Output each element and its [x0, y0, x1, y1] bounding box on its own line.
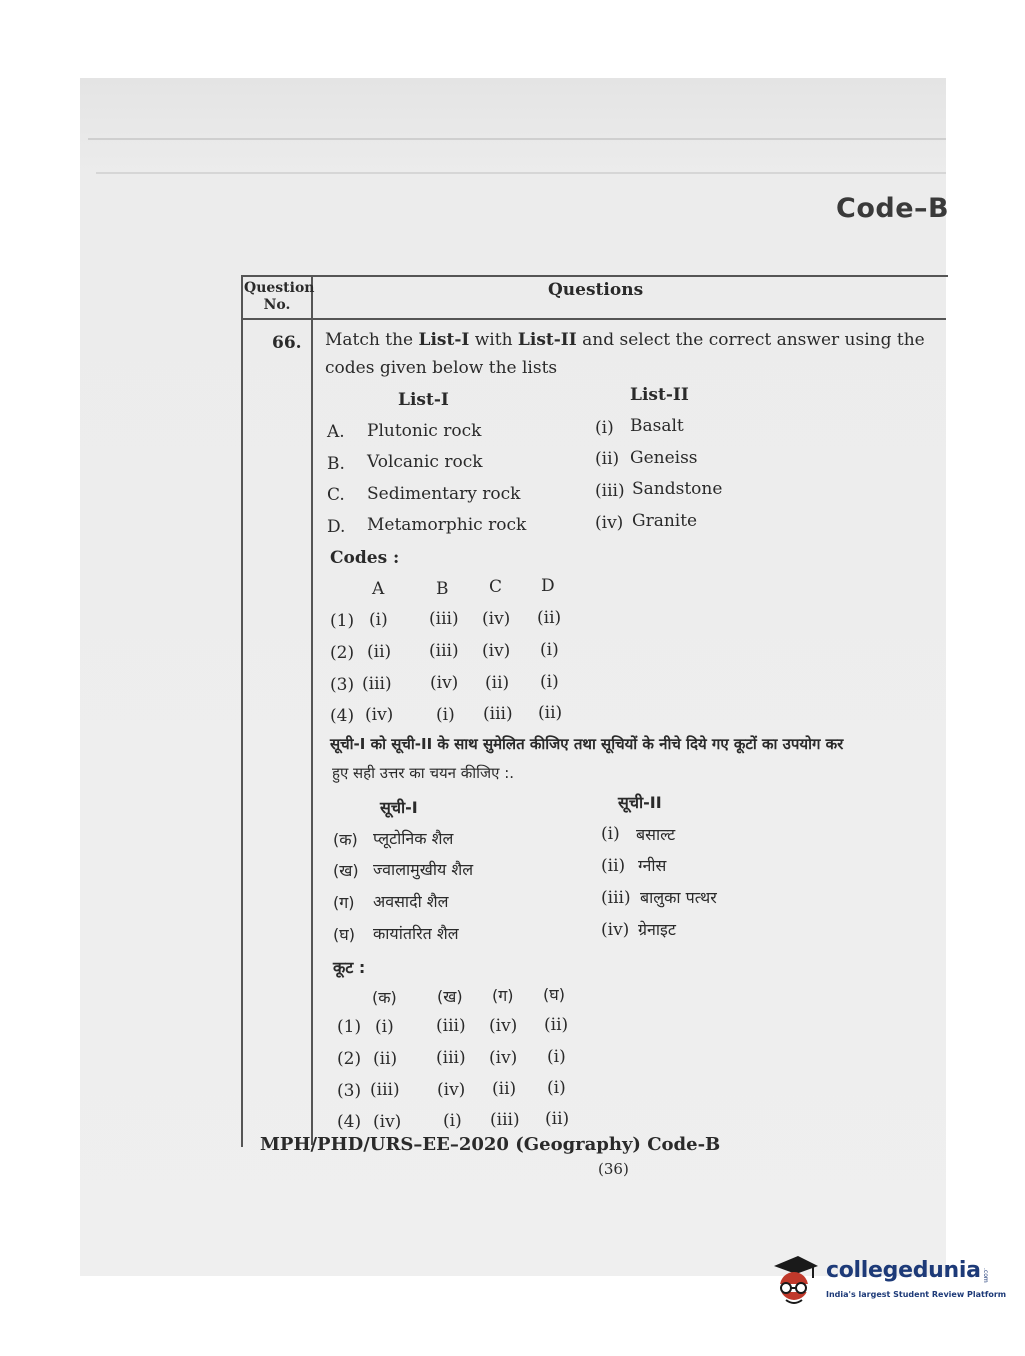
- option-cell: (iv): [482, 609, 511, 629]
- question-number: 66.: [272, 333, 302, 353]
- header-divider: [241, 318, 946, 320]
- option-cell-hi: (iii): [436, 1048, 466, 1068]
- question-prompt-en-line2: codes given below the lists: [325, 358, 558, 378]
- option-number: (1): [330, 611, 355, 631]
- list-2-item: Basalt: [630, 416, 684, 436]
- option-cell: (iv): [365, 705, 394, 725]
- list-1-item: Metamorphic rock: [367, 515, 527, 535]
- option-cell-hi: (iii): [436, 1016, 466, 1036]
- option-number-hi: (1): [337, 1017, 362, 1037]
- graduate-mascot-icon: [768, 1254, 820, 1310]
- list-1-key-hi: (घ): [333, 925, 355, 944]
- code-header-hi: (घ): [543, 985, 565, 1004]
- option-cell-hi: (iv): [373, 1112, 402, 1132]
- list-2-item-hi: बसाल्ट: [636, 825, 676, 844]
- option-cell-hi: (iii): [370, 1080, 400, 1100]
- list-1-item-hi: प्लूटोनिक शैल: [373, 829, 454, 848]
- list-1-key: D.: [327, 517, 346, 537]
- collegedunia-logo: [768, 1250, 1007, 1320]
- option-number-hi: (2): [337, 1049, 362, 1069]
- option-cell-hi: (i): [375, 1017, 394, 1037]
- column-header-question-no: Question No.: [244, 280, 315, 313]
- list-2-key: (ii): [595, 449, 620, 469]
- code-header: A: [372, 579, 385, 599]
- list-2-key-hi: (ii): [601, 856, 626, 876]
- list-2-key-hi: (iv): [601, 920, 630, 940]
- option-cell-hi: (i): [547, 1047, 566, 1067]
- code-header: C: [489, 577, 503, 597]
- question-prompt-hi: सूची-I को सूची-II के साथ सुमेलित कीजिए तथा सूचियों के नीचे दिये गए कूटों का उपयोग कर: [330, 735, 844, 753]
- page-number: (36): [598, 1160, 629, 1178]
- brand-suffix: .com: [982, 1268, 989, 1283]
- option-cell-hi: (ii): [373, 1049, 398, 1069]
- list-2-key: (iii): [595, 481, 625, 501]
- exam-footer: MPH/PHD/URS–EE–2020 (Geography) Code-B: [260, 1134, 721, 1155]
- brand-name: collegedunia: [826, 1258, 981, 1283]
- list-1-key-hi: (ग): [333, 893, 355, 912]
- list-2-item: Geneiss: [630, 448, 698, 468]
- list-1-item-hi: ज्वालामुखीय शैल: [373, 860, 474, 879]
- option-number: (4): [330, 706, 355, 726]
- codes-label-hi: कूट :: [333, 958, 366, 977]
- option-cell-hi: (i): [547, 1078, 566, 1098]
- option-cell: (iii): [429, 641, 459, 661]
- code-header-hi: (ख): [437, 987, 463, 1006]
- option-number-hi: (3): [337, 1081, 362, 1101]
- list-1-title-hi: सूची-I: [380, 798, 418, 817]
- list-1-item: Sedimentary rock: [367, 484, 521, 504]
- option-cell: (iv): [482, 641, 511, 661]
- list-2-item: Sandstone: [632, 479, 723, 499]
- option-cell: (ii): [367, 642, 392, 662]
- option-number-hi: (4): [337, 1112, 362, 1132]
- list-1-item: Plutonic rock: [367, 421, 482, 441]
- option-cell: (ii): [538, 703, 563, 723]
- option-cell: (ii): [485, 673, 510, 693]
- option-cell: (ii): [537, 608, 562, 628]
- option-cell-hi: (iv): [489, 1016, 518, 1036]
- code-header-hi: (ग): [492, 986, 514, 1005]
- option-cell-hi: (i): [443, 1111, 462, 1131]
- list-1-key-hi: (क): [333, 830, 358, 849]
- option-cell: (iv): [430, 673, 459, 693]
- question-prompt-en: Match the List-I with List-II and select the correct answer using the: [325, 330, 925, 350]
- option-number: (3): [330, 675, 355, 695]
- column-divider: [311, 275, 313, 1145]
- list-1-key: C.: [327, 485, 345, 505]
- code-label: Code–B: [836, 193, 950, 224]
- option-cell: (iii): [483, 704, 513, 724]
- list-1-item: Volcanic rock: [367, 452, 483, 472]
- option-cell-hi: (iii): [490, 1110, 520, 1130]
- code-header-hi: (क): [372, 988, 397, 1007]
- code-header: B: [436, 579, 449, 599]
- option-cell: (iii): [362, 674, 392, 694]
- option-cell: (i): [436, 705, 455, 725]
- list-2-item-hi: ग्रेनाइट: [638, 920, 676, 939]
- option-cell-hi: (iv): [437, 1080, 466, 1100]
- list-1-item-hi: अवसादी शैल: [373, 892, 449, 911]
- brand-tagline: India's largest Student Review Platform: [826, 1290, 1007, 1299]
- option-cell: (i): [540, 640, 559, 660]
- codes-label: Codes :: [330, 548, 400, 568]
- list-2-title: List-II: [630, 385, 689, 405]
- list-2-key: (iv): [595, 513, 624, 533]
- option-cell: (i): [369, 610, 388, 630]
- option-cell-hi: (iv): [489, 1048, 518, 1068]
- option-cell: (iii): [429, 609, 459, 629]
- option-cell-hi: (ii): [544, 1015, 569, 1035]
- page-edge: [88, 138, 946, 170]
- page-edge: [96, 172, 946, 194]
- list-2-title-hi: सूची-II: [618, 793, 662, 812]
- list-1-key: B.: [327, 454, 345, 474]
- list-2-item-hi: बालुका पत्थर: [640, 888, 717, 907]
- list-2-item-hi: ग्नीस: [638, 856, 667, 875]
- list-1-key-hi: (ख): [333, 861, 359, 880]
- option-cell: (i): [540, 672, 559, 692]
- code-header: D: [541, 576, 555, 596]
- list-1-item-hi: कायांतरित शैल: [373, 924, 459, 943]
- option-number: (2): [330, 643, 355, 663]
- list-2-key-hi: (i): [601, 824, 620, 844]
- option-cell-hi: (ii): [545, 1109, 570, 1129]
- list-2-item: Granite: [632, 511, 698, 531]
- question-prompt-hi-line2: हुए सही उत्तर का चयन कीजिए :.: [332, 764, 515, 782]
- list-1-key: A.: [327, 422, 345, 442]
- list-1-title: List-I: [398, 390, 449, 410]
- list-2-key-hi: (iii): [601, 888, 631, 908]
- option-cell-hi: (ii): [492, 1079, 517, 1099]
- column-header-questions: Questions: [548, 280, 644, 300]
- list-2-key: (i): [595, 418, 614, 438]
